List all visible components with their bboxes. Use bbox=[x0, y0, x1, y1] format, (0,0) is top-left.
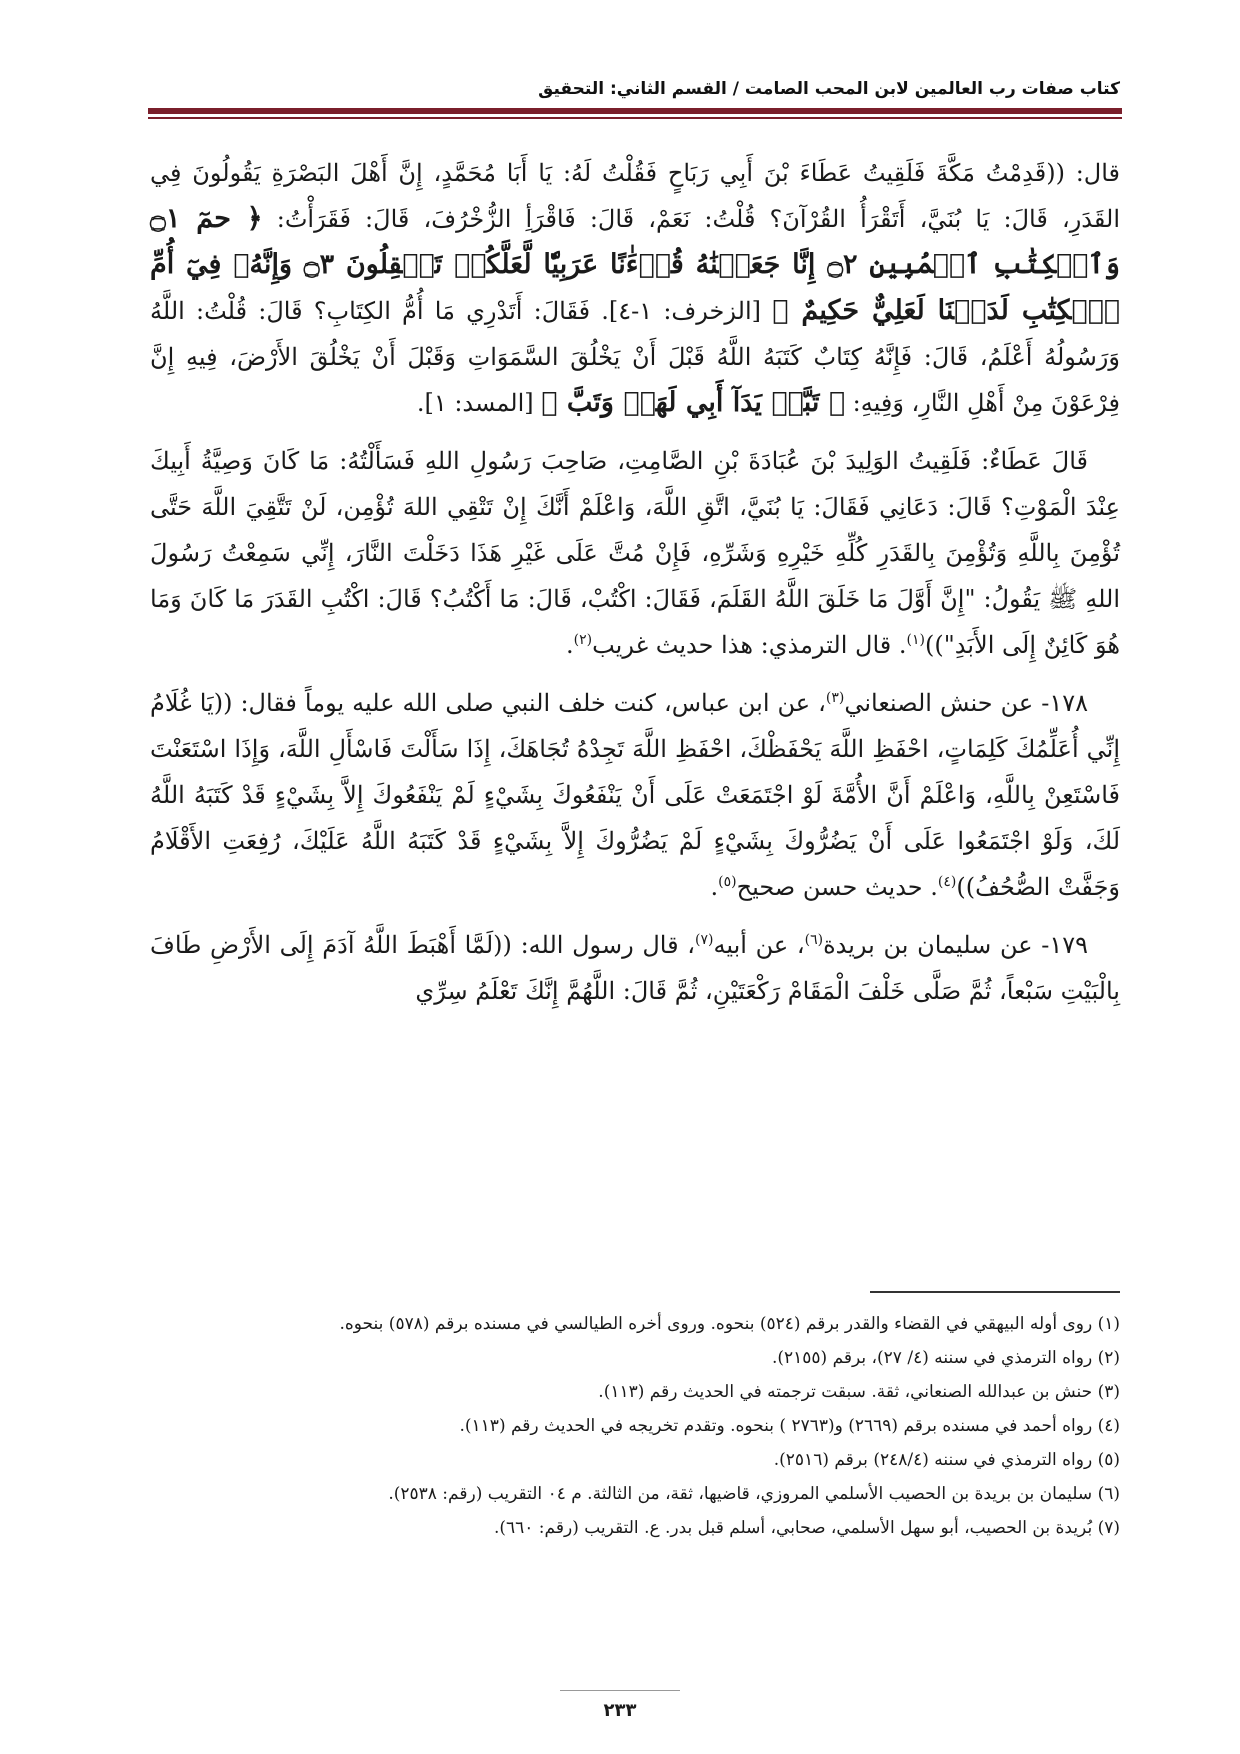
header-rule-thin bbox=[148, 117, 1122, 119]
footnote-ref[interactable]: (٣) bbox=[825, 690, 845, 706]
paragraph-text: ، عن أبيه bbox=[713, 931, 805, 959]
footnote-ref[interactable]: (٧) bbox=[694, 932, 714, 948]
paragraph-text: . bbox=[565, 631, 574, 659]
running-header: كتاب صفات رب العالمين لابن المحب الصامت / القسم الثاني: التحقيق bbox=[538, 79, 1120, 99]
paragraph-text: . حديث حسن صحيح bbox=[736, 873, 938, 901]
header-rule-thick bbox=[148, 108, 1122, 114]
footnote-separator bbox=[870, 1291, 1120, 1293]
footnote: (٥) رواه الترمذي في سننه (٢٤٨/٤) برقم (٢٥١٦). bbox=[773, 1450, 1120, 1470]
footnote: (٣) حنش بن عبدالله الصنعاني، ثقة. سبقت ترجمته في الحديث رقم (١١٣). bbox=[598, 1382, 1120, 1402]
footnote-ref[interactable]: (٥) bbox=[718, 874, 737, 890]
paragraph-ata bbox=[150, 438, 1120, 668]
page-number: ٢٣٣ bbox=[603, 1700, 637, 1721]
paragraph-text: [المسد: ١]. bbox=[416, 389, 534, 417]
paragraph-text: ١٧٨- عن حنش الصنعاني bbox=[844, 689, 1089, 717]
paragraph-text: . bbox=[710, 873, 719, 901]
footnote: (٤) رواه أحمد في مسنده برقم (٢٦٦٩) و(٢٧٦٣ ) بنحوه. وتقدم تخريجه في الحديث رقم (١١٣). bbox=[459, 1416, 1120, 1436]
footnote-ref[interactable]: (٢) bbox=[573, 632, 593, 648]
footnotes bbox=[150, 1307, 1120, 1545]
main-text bbox=[150, 150, 1120, 1026]
quran-verse-masad: ﴿ تَبَّتۡ يَدَآ أَبِي لَهَبٖ وَتَبَّ ﴾ bbox=[541, 387, 846, 418]
hadith-179 bbox=[150, 922, 1120, 1014]
paragraph-text: . قال الترمذي: هذا حديث غريب bbox=[592, 631, 907, 659]
paragraph-text: قَالَ عَطَاءٌ: فَلَقِيتُ الوَلِيدَ بْنَ عُبَادَةَ بْنِ الصَّامِتِ، صَاحِبَ رَسُولِ اللهِ فَسَأَلْتُهُ: مَا كَانَ وَصِيَّةُ أَبِيكَ عِنْدَ الْمَوْتِ؟ قَالَ: دَعَانِي فَقَالَ: يَا بُنَيَّ، اتَّقِ اللَّهَ، وَاعْلَمْ أَنَّكَ إِنْ تَتْقِي اللهَ تُؤْمِن، لَنْ تَتَّقِيَ اللَّهَ حَتَّى تُؤْمِنَ بِاللَّهِ وَتُؤْمِنَ بِالقَدَرِ كُلِّهِ خَيْرِهِ وَشَرِّهِ، فَإِنْ مُتَّ عَلَى غَيْرِ هَذَا دَخَلْتَ النَّارَ، إِنِّي سَمِعْتُ رَسُولَ اللهِ ﷺ يَقُولُ: "إِنَّ أَوَّلَ مَا خَلَقَ اللَّهُ القَلَمَ، فَقَالَ: اكْتُبْ، قَالَ: مَا أَكْتُبُ؟ قَالَ: اكْتُبِ القَدَرَ مَا كَانَ وَمَا هُوَ كَائِنٌ إِلَى الأَبَدِ")) bbox=[150, 447, 1120, 659]
paragraph-text: ، قال رسول الله: ((لَمَّا أَهْبَطَ اللَّهُ آدَمَ إِلَى الأَرْضِ طَافَ بِالْبَيْتِ سَبْعاً، ثُمَّ صَلَّى خَلْفَ الْمَقَامْ رَكْعَتَيْنِ، ثُمَّ قَالَ: اللَّهُمَّ إِنَّكَ تَعْلَمُ سِرِّي bbox=[150, 931, 1120, 1005]
paragraph-text: ١٧٩- عن سليمان بن بريدة bbox=[823, 931, 1088, 959]
paragraph-text: [الزخرف: ١-٤]. فَقَالَ: أَتَدْرِي مَا أُمُّ الكِتَابِ؟ قَالَ: قُلْتُ: اللَّهُ وَرَسُولُهُ أَعْلَمُ، قَالَ: فَإِنَّهُ كِتَابٌ كَتَبَهُ اللَّهُ قَبْلَ أَنْ يَخْلُقَ السَّمَوَاتِ وَقَبْلَ أَنْ يَخْلُقَ الأَرْضَ، فِيهِ إِنَّ فِرْعَوْنَ مِنْ أَهْلِ النَّارِ، وَفِيهِ: bbox=[150, 297, 1120, 417]
footnote: (١) روى أوله البيهقي في القضاء والقدر برقم (٥٢٤) بنحوه. وروى أخره الطيالسي في مسنده برقم (٥٧٨) بنحوه. bbox=[339, 1314, 1120, 1334]
footnote: (٦) سليمان بن بريدة بن الحصيب الأسلمي المروزي، قاضيها، ثقة، من الثالثة. م ٠٤ التقريب (رقم: ٢٥٣٨). bbox=[388, 1484, 1120, 1504]
paragraph-quran-zukhruf bbox=[150, 150, 1120, 426]
footnote-ref[interactable]: (٤) bbox=[937, 874, 957, 890]
footnote: (٧) بُريدة بن الحصيب، أبو سهل الأسلمي، صحابي، أسلم قبل بدر. ع. التقريب (رقم: ٦٦٠). bbox=[493, 1518, 1120, 1538]
paragraph-text: قال: ((قَدِمْتُ مَكَّةَ فَلَقِيتُ عَطَاءَ بْنَ أَبِي رَبَاحٍ فَقُلْتُ لَهُ: يَا أَبَا مُحَمَّدٍ، إِنَّ أَهْلَ البَصْرَةِ يَقُولُونَ فِي القَدَرِ، قَالَ: يَا بُنَيَّ، أَتَقْرَأُ القُرْآنَ؟ قُلْتُ: نَعَمْ، قَالَ: فَاقْرَأِ الزُّخْرُفَ، قَالَ: فَقَرَأْتُ: bbox=[150, 159, 1120, 233]
quran-verse-zukhruf: ﴿ حمٓ ۝١ وَٱلۡكِتَٰبِ ٱلۡمُبِينِ ۝٢ إِنَّا جَعَلۡنَٰهُ قُرۡءَٰنًا عَرَبِيّٗا لَّعَلَّكُمۡ تَعۡقِلُونَ ۝٣ وَإِنَّهُۥ فِيٓ أُمِّ ٱلۡكِتَٰبِ لَدَيۡنَا لَعَلِيٌّ حَكِيمٌ ﴾ bbox=[150, 203, 1120, 326]
page-number-rule bbox=[560, 1690, 680, 1691]
paragraph-text: ، عن ابن عباس، كنت خلف النبي صلى الله عليه يوماً فقال: ((يَا غُلَامُ إِنِّي أُعَلِّمُكَ كَلِمَاتٍ، احْفَظِ اللَّهَ يَحْفَظْكَ، احْفَظِ اللَّهَ تَجِدْهُ تُجَاهَكَ، إِذَا سَأَلْتَ فَاسْأَلِ اللَّهَ، وَإِذَا اسْتَعَنْتَ فَاسْتَعِنْ بِاللَّهِ، وَاعْلَمْ أَنَّ الأُمَّةَ لَوْ اجْتَمَعَتْ عَلَى أَنْ يَنْفَعُوكَ بِشَيْءٍ لَمْ يَنْفَعُوكَ إِلاَّ بِشَيْءٍ قَدْ كَتَبَهُ اللَّهُ لَكَ، وَلَوْ اجْتَمَعُوا عَلَى أَنْ يَضُرُّوكَ بِشَيْءٍ لَمْ يَضُرُّوكَ إِلاَّ بِشَيْءٍ قَدْ كَتَبَهُ اللَّهُ عَلَيْكَ، رُفِعَتِ الأَقْلَامُ وَجَفَّتْ الصُّحُفُ)) bbox=[150, 689, 1121, 901]
footnote: (٢) رواه الترمذي في سننه (٤/ ٢٧)، برقم (٢١٥٥). bbox=[771, 1348, 1120, 1368]
footnote-ref[interactable]: (١) bbox=[906, 632, 925, 648]
footnote-ref[interactable]: (٦) bbox=[804, 932, 824, 948]
hadith-178 bbox=[150, 680, 1120, 910]
